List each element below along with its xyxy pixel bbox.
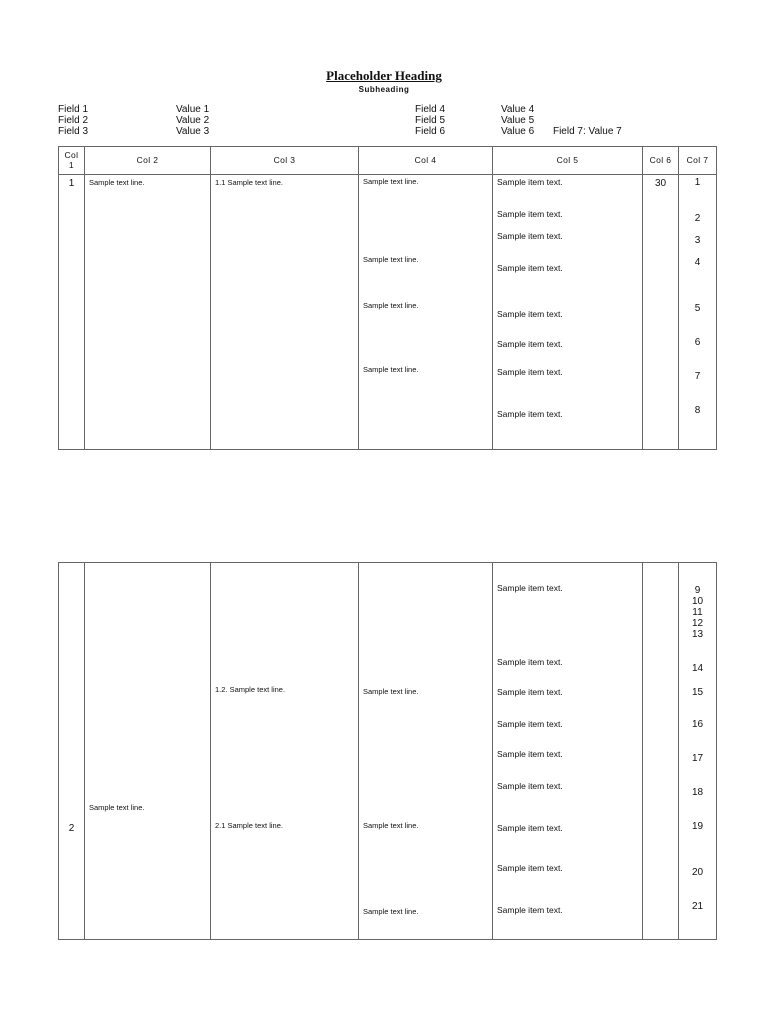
- meta-right: [415, 104, 622, 137]
- kompetensi-dasar: 1.2. Sample text line.: [215, 685, 286, 694]
- standar-kompetensi: Sample text line.: [85, 174, 211, 449]
- meta-extra: Field 7: Value 7: [552, 126, 622, 137]
- meta-value: Value 2: [176, 115, 210, 126]
- soal-item: Sample item text.: [497, 687, 563, 697]
- soal-item: Sample item text.: [497, 366, 563, 377]
- soal-item: Sample item text.: [497, 823, 563, 833]
- indikator-item: Sample text line.: [363, 687, 419, 696]
- soal-item: Sample item text.: [497, 657, 563, 667]
- soal-item: Sample item text.: [497, 338, 563, 349]
- soal-number: 9 10 11 12 13: [691, 585, 704, 640]
- soal-item: Sample item text.: [497, 749, 563, 759]
- soal-item: Sample item text.: [497, 781, 563, 791]
- soal-number: 20: [691, 867, 704, 878]
- jml-soal-empty: [643, 563, 679, 940]
- header-indikator: Col 4: [359, 147, 493, 175]
- indikator-item: Sample text line.: [363, 821, 419, 830]
- meta-value: Value 6: [501, 126, 535, 137]
- indikator-item: Sample text line.: [363, 176, 419, 186]
- soal-item: Sample item text.: [497, 308, 563, 319]
- kompetensi-dasar: 1.1 Sample text line.: [211, 174, 359, 449]
- document-subtitle: Subheading: [358, 85, 410, 94]
- soal-number: 8: [694, 404, 701, 416]
- header-sk: Col 2: [85, 147, 211, 175]
- meta-value: Value 1: [176, 104, 210, 115]
- soal-number: 15: [691, 687, 704, 698]
- soal-number: 3: [694, 234, 701, 246]
- soal-number: 18: [691, 787, 704, 798]
- standar-kompetensi: Sample text line.: [89, 803, 145, 812]
- indikator-item: Sample text line.: [363, 300, 419, 310]
- jml-soal: 30: [643, 174, 679, 449]
- soal-number: 2: [694, 212, 701, 224]
- header-no: Col 1: [59, 147, 85, 175]
- soal-item: Sample item text.: [497, 905, 563, 915]
- meta-value: Value 4: [501, 104, 535, 115]
- row-number: 1: [59, 174, 85, 449]
- indikator-item: Sample text line.: [363, 254, 419, 264]
- meta-label: Field 3: [58, 126, 89, 137]
- soal-item: Sample item text.: [497, 719, 563, 729]
- kompetensi-dasar: 2.1 Sample text line.: [215, 821, 283, 830]
- meta-label: Field 4: [415, 104, 446, 115]
- soal-item: Sample item text.: [497, 230, 563, 241]
- table-row: [59, 563, 717, 940]
- meta-left: [58, 104, 209, 137]
- table-2: [58, 562, 717, 940]
- meta-value: Value 5: [501, 115, 535, 126]
- soal-number: 4: [694, 256, 701, 268]
- soal-number: 7: [694, 370, 701, 382]
- meta-label: Field 2: [58, 115, 89, 126]
- soal-number: 17: [691, 753, 704, 764]
- soal-item: Sample item text.: [497, 408, 563, 419]
- indikator-item: Sample text line.: [363, 364, 419, 374]
- soal-number: 21: [691, 901, 704, 912]
- soal-item: Sample item text.: [497, 208, 563, 219]
- table-header-row: [59, 147, 717, 175]
- header-jml: Col 6: [643, 147, 679, 175]
- document-title: Placeholder Heading: [326, 68, 442, 83]
- soal-number: 16: [691, 719, 704, 730]
- soal-item: Sample item text.: [497, 583, 563, 593]
- header-indikator-soal: Col 5: [493, 147, 643, 175]
- row-number: 2: [68, 823, 75, 834]
- soal-number: 1: [694, 176, 701, 188]
- meta-label: Field 5: [415, 115, 446, 126]
- soal-number: 14: [691, 663, 704, 674]
- soal-number: 6: [694, 336, 701, 348]
- soal-item: Sample item text.: [497, 262, 563, 273]
- header-kd: Col 3: [211, 147, 359, 175]
- soal-item: Sample item text.: [497, 176, 563, 187]
- table-row: [59, 174, 717, 449]
- meta-label: Field 6: [415, 126, 446, 137]
- indikator-item: Sample text line.: [363, 907, 419, 916]
- soal-item: Sample item text.: [497, 863, 563, 873]
- meta-value: Value 3: [176, 126, 210, 137]
- header-no-soal: Col 7: [679, 147, 717, 175]
- soal-number: 5: [694, 302, 701, 314]
- soal-number: 19: [691, 821, 704, 832]
- table-1: [58, 146, 717, 450]
- meta-label: Field 1: [58, 104, 89, 115]
